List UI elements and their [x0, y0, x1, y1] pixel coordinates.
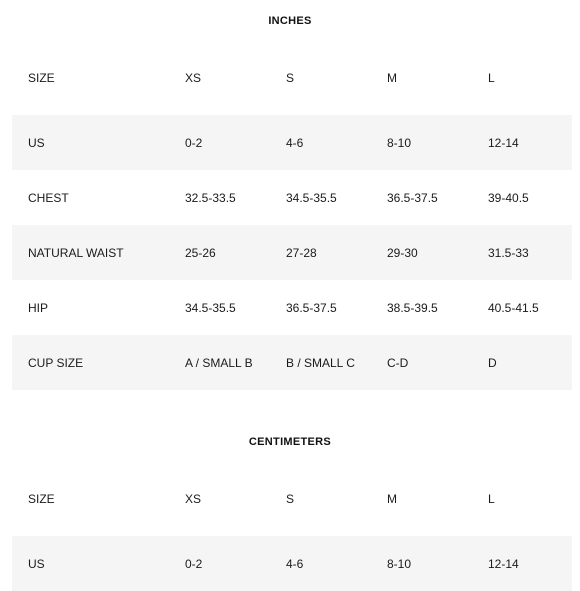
table-cell: 8-10 [387, 135, 412, 150]
table-cell: S [286, 491, 295, 506]
row-label: US [28, 135, 45, 150]
table-cell: 36.5-37.5 [387, 190, 438, 205]
table-row [12, 471, 572, 526]
table-cell: B / SMALL C [286, 355, 355, 370]
table-cell: A / SMALL B [185, 355, 253, 370]
table-cell: 36.5-37.5 [286, 300, 337, 315]
table-cell: C-D [387, 355, 409, 370]
row-label: HIP [28, 300, 49, 315]
table-cell: 25-26 [185, 245, 216, 260]
table-cell: 4-6 [286, 556, 304, 571]
row-label: NATURAL WAIST [28, 245, 124, 260]
table-cell: 29-30 [387, 245, 418, 260]
table-cell: 34.5-35.5 [286, 190, 337, 205]
table-row [12, 536, 572, 591]
table-cell: L [488, 491, 495, 506]
table-cell: 31.5-33 [488, 245, 529, 260]
row-label: SIZE [28, 491, 55, 506]
table-cell: 38.5-39.5 [387, 300, 438, 315]
table-cell: 34.5-35.5 [185, 300, 236, 315]
row-label: CUP SIZE [28, 355, 84, 370]
table-cell: L [488, 70, 495, 85]
table-cell: M [387, 70, 397, 85]
table-cell: 0-2 [185, 135, 203, 150]
table-row [12, 115, 572, 170]
table-row [12, 225, 572, 280]
table-cell: 8-10 [387, 556, 412, 571]
table-cell: 4-6 [286, 135, 304, 150]
table-cell: 12-14 [488, 135, 519, 150]
centimeters-title: CENTIMETERS [248, 436, 332, 448]
table-cell: 27-28 [286, 245, 317, 260]
table-cell: D [488, 355, 497, 370]
table-cell: 0-2 [185, 556, 203, 571]
row-label: US [28, 556, 45, 571]
row-spacer [12, 526, 572, 536]
row-spacer [12, 105, 572, 115]
table-cell: S [286, 70, 295, 85]
table-row [12, 170, 572, 225]
table-row [12, 50, 572, 105]
table-cell: XS [185, 70, 202, 85]
table-cell: M [387, 491, 397, 506]
inches-title: INCHES [268, 15, 312, 27]
table-row [12, 280, 572, 335]
row-label: CHEST [28, 190, 69, 205]
table-cell: 40.5-41.5 [488, 300, 539, 315]
table-cell: 32.5-33.5 [185, 190, 236, 205]
row-label: SIZE [28, 70, 55, 85]
inches-table [12, 50, 572, 390]
table-row [12, 335, 572, 390]
centimeters-table [12, 471, 572, 591]
table-cell: 12-14 [488, 556, 519, 571]
table-cell: XS [185, 491, 202, 506]
table-cell: 39-40.5 [488, 190, 529, 205]
